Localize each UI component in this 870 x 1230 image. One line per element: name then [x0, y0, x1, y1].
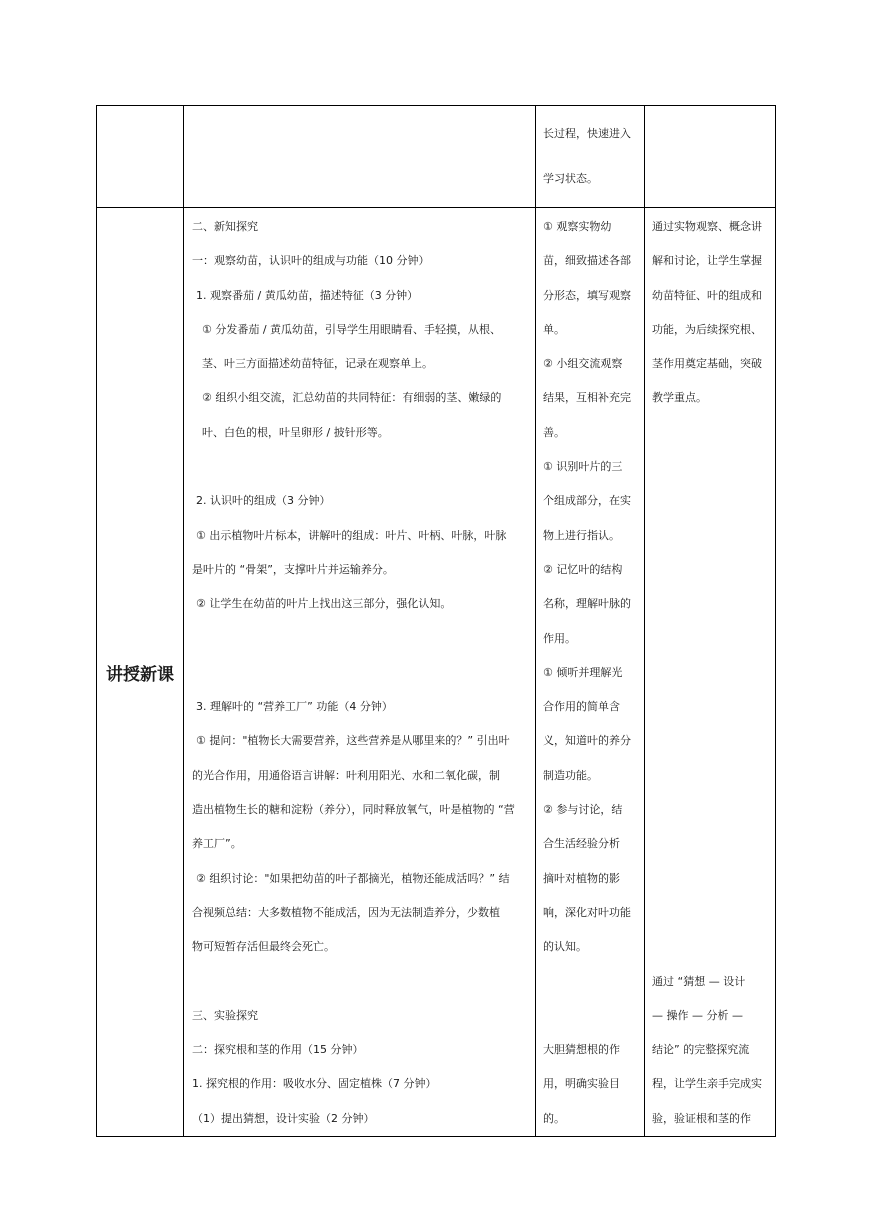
student-line: 制造功能。	[543, 768, 598, 782]
student-line: 分形态，填写观察	[543, 288, 631, 302]
content-line: 叶、白色的根，叶呈卵形 / 披针形等。	[202, 425, 389, 439]
student-line: 用，明确实验目	[543, 1077, 620, 1091]
student-line: ① 观察实物幼	[543, 220, 612, 233]
content-line: 茎、叶三方面描述幼苗特征，记录在观察单上。	[202, 357, 433, 371]
intent-line: 教学重点。	[652, 391, 707, 405]
student-line: ② 参与讨论，结	[543, 803, 623, 817]
student-line: 名称，理解叶脉的	[543, 597, 631, 611]
teacher-activity-cell	[184, 208, 536, 1137]
intent-cell-empty	[645, 106, 776, 208]
student-line: 义，知道叶的养分	[543, 734, 631, 748]
content-line: 三、实验探究	[192, 1008, 258, 1022]
intent-line: 通过 “猜想 — 设计	[652, 974, 746, 988]
student-line: 长过程，快速进入	[543, 127, 631, 140]
student-line: ② 记忆叶的结构	[543, 562, 623, 576]
content-line: 养工厂”。	[192, 837, 242, 851]
content-line: 2. 认识叶的组成（3 分钟）	[196, 494, 331, 508]
content-line: 1. 观察番茄 / 黄瓜幼苗，描述特征（3 分钟）	[196, 288, 419, 302]
section-cell-empty	[97, 106, 184, 208]
content-line: 的光合作用，用通俗语言讲解：叶利用阳光、水和二氧化碳，制	[192, 768, 500, 782]
student-line: 摘叶对植物的影	[543, 871, 620, 885]
student-line: 苗，细致描述各部	[543, 254, 631, 268]
student-line: ① 倾听并理解光	[543, 665, 623, 679]
content-line: 一：观察幼苗，认识叶的组成与功能（10 分钟）	[192, 254, 430, 268]
content-line: ① 提问："植物长大需要营养，这些营养是从哪里来的？” 引出叶	[196, 734, 510, 748]
student-line: 的认知。	[543, 940, 587, 954]
intent-line: 茎作用奠定基础，突破	[652, 357, 762, 371]
student-line: 合生活经验分析	[543, 837, 620, 851]
content-line: ② 组织讨论："如果把幼苗的叶子都摘光，植物还能成活吗？” 结	[196, 871, 510, 885]
content-line: 物可短暂存活但最终会死亡。	[192, 940, 335, 954]
table-row-continuation	[97, 106, 776, 208]
intent-line: — 操作 — 分析 —	[652, 1008, 743, 1022]
intent-line: 通过实物观察、概念讲	[652, 220, 762, 233]
content-cell-empty	[184, 106, 536, 208]
table-row-main	[97, 208, 776, 1137]
content-line: 合视频总结：大多数植物不能成活，因为无法制造养分，少数植	[192, 905, 500, 919]
student-line: 结果，互相补充完	[543, 391, 631, 405]
content-line: ① 出示植物叶片标本，讲解叶的组成：叶片、叶柄、叶脉，叶脉	[196, 528, 507, 542]
content-line: ② 让学生在幼苗的叶片上找出这三部分，强化认知。	[196, 597, 452, 611]
student-activity-cell-top	[536, 106, 645, 208]
student-line: 的。	[543, 1111, 565, 1125]
student-line: 学习状态。	[543, 172, 598, 185]
student-line: ② 小组交流观察	[543, 357, 623, 371]
student-line: 个组成部分，在实	[543, 494, 631, 508]
content-line: ① 分发番茄 / 黄瓜幼苗，引导学生用眼睛看、手轻摸，从根、	[202, 322, 502, 336]
content-line: 3. 理解叶的 “营养工厂” 功能（4 分钟）	[196, 700, 393, 714]
section-cell	[97, 208, 184, 1137]
student-line: 善。	[543, 425, 565, 439]
intent-line: 功能，为后续探究根、	[652, 322, 762, 336]
student-line: 响，深化对叶功能	[543, 905, 631, 919]
student-line: 单。	[543, 322, 565, 336]
student-line: 大胆猜想根的作	[543, 1043, 620, 1057]
student-line: 合作用的简单含	[543, 700, 620, 714]
lesson-plan-table	[96, 105, 776, 1137]
intent-line: 解和讨论，让学生掌握	[652, 254, 762, 268]
intent-line: 程，让学生亲手完成实	[652, 1077, 762, 1091]
section-title: 讲授新课	[106, 664, 174, 685]
content-line: 造出植物生长的糖和淀粉（养分），同时释放氧气，叶是植物的 “营	[192, 803, 515, 817]
student-line: ① 识别叶片的三	[543, 460, 623, 474]
student-line: 物上进行指认。	[543, 528, 620, 542]
content-line: 是叶片的 “骨架”，支撑叶片并运输养分。	[192, 562, 394, 576]
intent-line: 幼苗特征、叶的组成和	[652, 288, 762, 302]
design-intent-cell	[645, 208, 776, 1137]
intent-line: 验，验证根和茎的作	[652, 1111, 751, 1125]
student-line: 作用。	[543, 631, 576, 645]
intent-line: 结论” 的完整探究流	[652, 1043, 750, 1057]
content-line: 二、新知探究	[192, 220, 258, 233]
content-line: ② 组织小组交流，汇总幼苗的共同特征：有细弱的茎、嫩绿的	[202, 391, 502, 405]
content-line: （1）提出猜想，设计实验（2 分钟）	[192, 1111, 375, 1125]
student-activity-cell	[536, 208, 645, 1137]
content-line: 1. 探究根的作用：吸收水分、固定植株（7 分钟）	[192, 1077, 437, 1091]
content-line: 二：探究根和茎的作用（15 分钟）	[192, 1043, 364, 1057]
